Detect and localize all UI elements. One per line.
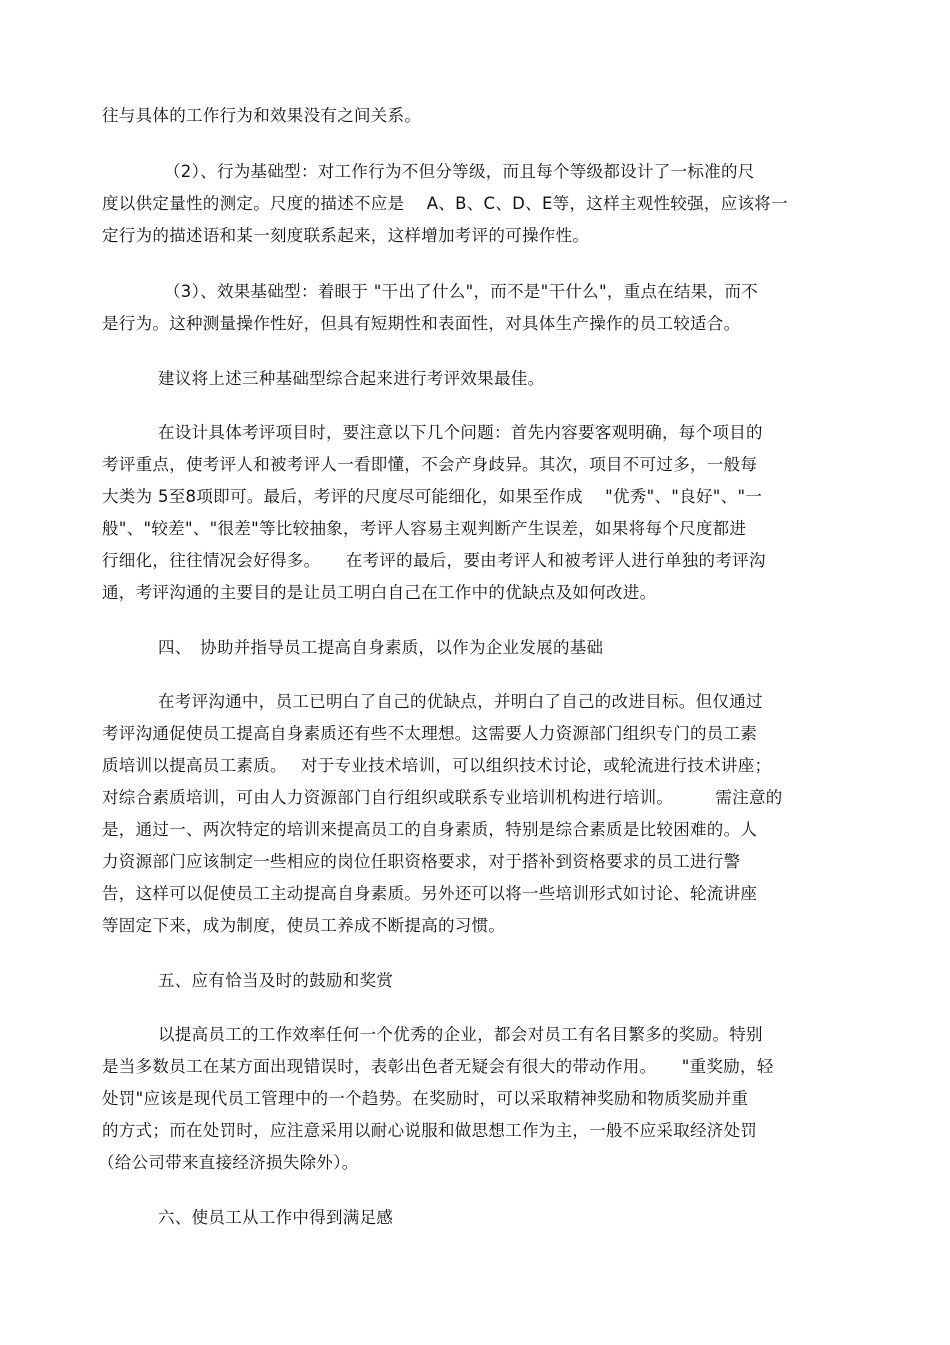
- paragraph-line: 是，通过一、两次特定的培训来提高员工的自身素质，特别是综合素质是比较困难的。人: [102, 820, 758, 839]
- section-heading: 五、应有恰当及时的鼓励和奖赏: [158, 971, 394, 990]
- paragraph-line: 质培训以提高员工素质。 对于专业技术培训，可以组织技术讨论，或轮流进行技术讲座；: [102, 756, 772, 775]
- paragraph-line: （3）、效果基础型：着眼于 "干出了什么"，而不是"干什么"，重点在结果，而不: [164, 282, 759, 301]
- paragraph-line: 往与具体的工作行为和效果没有之间关系。: [102, 106, 422, 125]
- paragraph-line: 考评沟通促使员工提高自身素质还有些不太理想。这需要人力资源部门组织专门的员工素: [102, 724, 758, 743]
- paragraph-line: 行细化，往往情况会好得多。 在考评的最后，要由考评人和被考评人进行单独的考评沟: [102, 551, 766, 570]
- paragraph-line: 的方式；而在处罚时，应注意采用以耐心说服和做思想工作为主，一般不应采取经济处罚: [102, 1121, 758, 1140]
- paragraph-line: （2）、行为基础型：对工作行为不但分等级，而且每个等级都设计了一标准的尺: [164, 162, 755, 181]
- paragraph-line: 力资源部门应该制定一些相应的岗位任职资格要求，对于搭补到资格要求的员工进行警: [102, 852, 741, 871]
- paragraph-line: 告，这样可以促使员工主动提高自身素质。另外还可以将一些培训形式如讨论、轮流讲座: [102, 884, 758, 903]
- paragraph-line: 大类为 5至8项即可。最后，考评的尺度尽可能细化，如果至作成 "优秀"、"良好"、"一: [102, 487, 763, 506]
- section-heading: 四、 协助并指导员工提高自身素质，以作为企业发展的基础: [158, 638, 604, 657]
- paragraph-line: 考评重点，使考评人和被考评人一看即懂，不会产身歧异。其次，项目不可过多，一般每: [102, 455, 758, 474]
- paragraph-line: 通，考评沟通的主要目的是让员工明白自己在工作中的优缺点及如何改进。: [102, 583, 657, 602]
- paragraph-line: 般"、"较差"、"很差"等比较抽象，考评人容易主观判断产生误差，如果将每个尺度都进: [102, 519, 747, 538]
- paragraph-line: 是当多数员工在某方面出现错误时，表彰出色者无疑会有很大的带动作用。 "重奖励，轻: [102, 1057, 774, 1076]
- paragraph-line: 度以供定量性的测定。尺度的描述不应是 A、B、C、D、E等，这样主观性较强，应该将一: [102, 194, 788, 213]
- paragraph-line: 在设计具体考评项目时，要注意以下几个问题：首先内容要客观明确，每个项目的: [158, 423, 763, 442]
- paragraph-line: （给公司带来直接经济损失除外）。: [98, 1153, 359, 1172]
- paragraph-line: 等固定下来，成为制度，使员工养成不断提高的习惯。: [102, 916, 506, 935]
- paragraph-line: 以提高员工的工作效率任何一个优秀的企业，都会对员工有名目繁多的奖励。特别: [158, 1025, 763, 1044]
- paragraph-line: 对综合素质培训，可由人力资源部门自行组织或联系专业培训机构进行培训。 需注意的: [102, 788, 783, 807]
- paragraph-line: 在考评沟通中，员工已明白了自己的优缺点，并明白了自己的改进目标。但仅通过: [158, 692, 763, 711]
- section-heading: 六、使员工从工作中得到满足感: [158, 1208, 394, 1227]
- paragraph-line: 定行为的描述语和某一刻度联系起来，这样增加考评的可操作性。: [102, 226, 590, 245]
- paragraph-line: 处罚"应该是现代员工管理中的一个趋势。在奖励时，可以采取精神奖励和物质奖励并重: [102, 1089, 749, 1108]
- paragraph-line: 建议将上述三种基础型综合起来进行考评效果最佳。: [158, 369, 545, 388]
- paragraph-line: 是行为。这种测量操作性好，但具有短期性和表面性，对具体生产操作的员工较适合。: [102, 314, 741, 333]
